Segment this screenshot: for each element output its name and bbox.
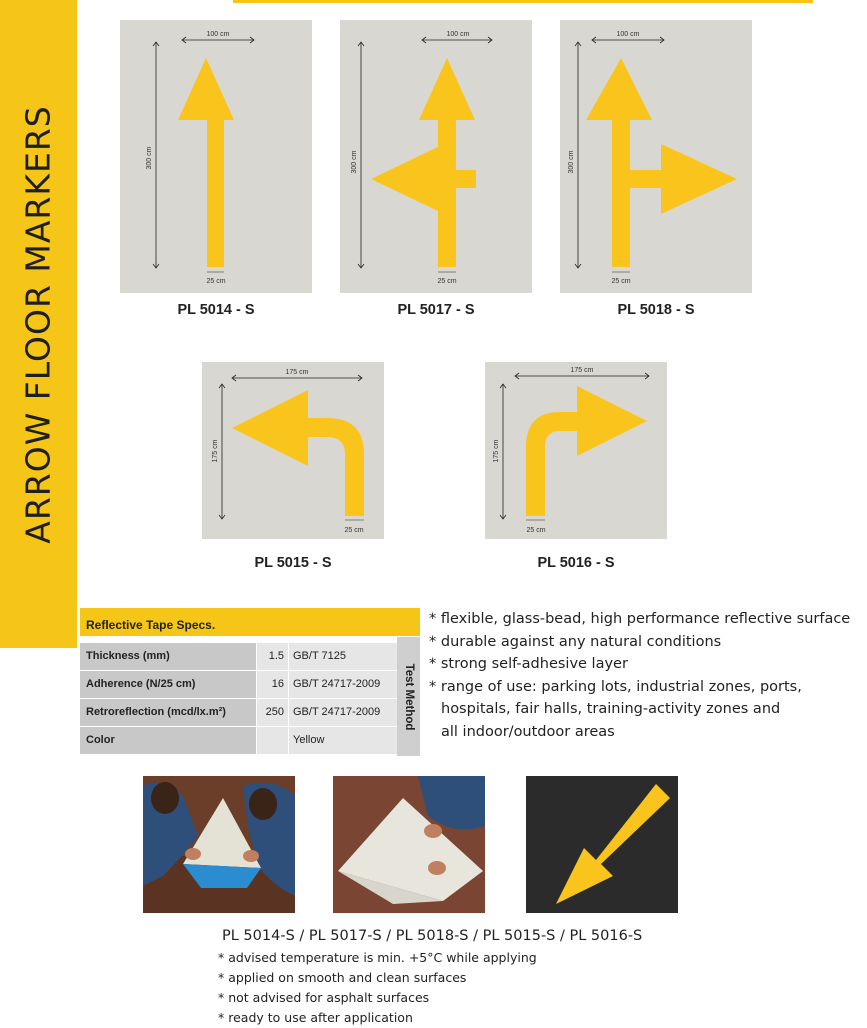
svg-text:300 cm: 300 cm — [146, 146, 153, 170]
note-item: * advised temperature is min. +5°C while applying — [218, 950, 537, 965]
application-notes — [218, 948, 537, 1028]
svg-text:175 cm: 175 cm — [493, 439, 500, 463]
spec-row-color: Color Yellow — [80, 727, 420, 755]
svg-text:25 cm: 25 cm — [526, 527, 546, 534]
feature-item: all indoor/outdoor areas — [441, 723, 615, 740]
application-photo-1 — [143, 776, 295, 913]
top-accent-line — [233, 0, 813, 3]
svg-text:25 cm: 25 cm — [437, 278, 457, 285]
specs-title: Reflective Tape Specs. — [80, 608, 420, 636]
svg-text:25 cm: 25 cm — [611, 278, 631, 285]
marker-code-5017: PL 5017 - S — [397, 302, 475, 318]
note-item: * not advised for asphalt surfaces — [218, 990, 430, 1005]
svg-text:100 cm: 100 cm — [446, 31, 470, 38]
note-item: * applied on smooth and clean surfaces — [218, 970, 467, 985]
svg-text:175 cm: 175 cm — [570, 367, 594, 374]
turn-left-arrow-icon — [202, 362, 384, 539]
svg-text:175 cm: 175 cm — [212, 439, 219, 463]
marker-code-5014: PL 5014 - S — [177, 302, 255, 318]
svg-text:25 cm: 25 cm — [206, 278, 226, 285]
feature-item: * strong self-adhesive layer — [429, 656, 628, 672]
svg-text:100 cm: 100 cm — [206, 31, 230, 38]
svg-text:175 cm: 175 cm — [285, 369, 309, 376]
test-method-label: Test Method — [397, 637, 420, 756]
spec-row-retroreflection: Retroreflection (mcd/lx.m²) 250 GB/T 24717-2009 — [80, 699, 420, 727]
marker-card-5018 — [560, 20, 752, 293]
feature-item: hospitals, fair halls, training-activity zones and — [441, 701, 781, 717]
svg-text:100 cm: 100 cm — [616, 31, 640, 38]
svg-text:300 cm: 300 cm — [568, 150, 575, 174]
straight-arrow-icon — [120, 20, 312, 293]
feature-list — [429, 608, 850, 743]
feature-item: * durable against any natural conditions — [429, 633, 722, 650]
feature-item: * flexible, glass-bead, high performance reflective surface — [429, 611, 851, 627]
marker-card-5014 — [120, 20, 312, 293]
marker-code-5018: PL 5018 - S — [617, 302, 695, 318]
marker-code-5015: PL 5015 - S — [254, 555, 332, 571]
svg-text:300 cm: 300 cm — [351, 150, 358, 174]
marker-card-5017 — [340, 20, 532, 293]
feature-item: * range of use: parking lots, industrial zones, ports, — [429, 678, 802, 695]
marker-code-5016: PL 5016 - S — [537, 555, 615, 571]
svg-text:25 cm: 25 cm — [344, 527, 364, 534]
spec-row-adherence: Adherence (N/25 cm) 16 GB/T 24717-2009 — [80, 671, 420, 699]
sidebar-title: ARROW FLOOR MARKERS — [19, 104, 58, 544]
spec-row-thickness: Thickness (mm) 1.5 GB/T 7125 — [80, 643, 420, 671]
footer-codes: PL 5014-S / PL 5017-S / PL 5018-S / PL 5015-S / PL 5016-S — [222, 928, 643, 944]
straight-left-arrow-icon — [340, 20, 532, 293]
marker-card-5015 — [202, 362, 384, 539]
application-photo-2 — [333, 776, 485, 913]
note-item: * ready to use after application — [218, 1010, 413, 1025]
turn-right-arrow-icon — [485, 362, 667, 539]
straight-right-arrow-icon — [560, 20, 752, 293]
applied-marker-photo — [526, 776, 678, 913]
marker-card-5016 — [485, 362, 667, 539]
